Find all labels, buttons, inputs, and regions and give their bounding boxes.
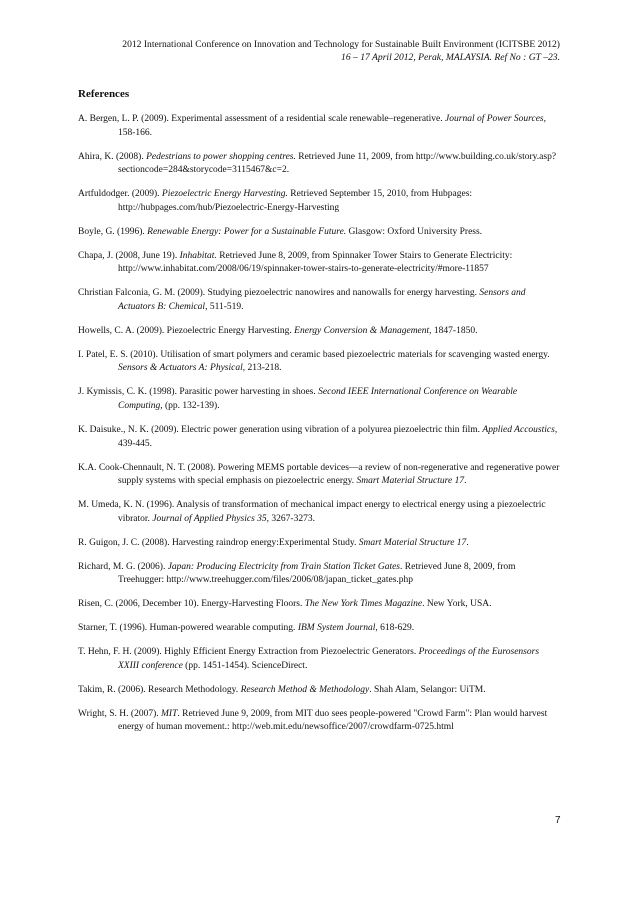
references-list xyxy=(78,113,560,745)
reference-item: K. Daisuke., N. K. (2009). Electric power generation using vibration of a polyurea piezoelectric thin film. Applied Accoustics, 439-445. xyxy=(78,425,558,449)
reference-item: I. Patel, E. S. (2010). Utilisation of smart polymers and ceramic based piezoelectric materials for scavenging wasted energy. Sensors & Actuators A: Physical, 213-218. xyxy=(78,349,550,374)
reference-item: J. Kymissis, C. K. (1998). Parasitic power harvesting in shoes. Second IEEE International Conference on Wearable Computing, (pp. 132-139). xyxy=(78,387,518,412)
page-header xyxy=(40,38,560,64)
references-heading: References xyxy=(78,88,130,100)
reference-item: Boyle, G. (1996). Renewable Energy: Power for a Sustainable Future. Glasgow: Oxford University Press. xyxy=(78,226,483,237)
reference-item: Takim, R. (2006). Research Methodology. Research Method & Methodology. Shah Alam, Selangor: UiTM. xyxy=(78,684,486,695)
reference-item: Starner, T. (1996). Human-powered wearable computing. IBM System Journal, 618-629. xyxy=(78,623,415,634)
conference-title: 2012 International Conference on Innovation and Technology for Sustainable Built Environment (ICITSBE 2012) xyxy=(122,39,560,50)
reference-item: Artfuldodger. (2009). Piezoelectric Energy Harvesting. Retrieved September 15, 2010, from Hubpages: http://hubpages.com/hub/Piezoelectric-Energy-Harvesting xyxy=(78,189,473,213)
reference-item: Richard, M. G. (2006). Japan: Producing Electricity from Train Station Ticket Gates. Retrieved June 8, 2009, from Treehugger: http://www.treehugger.com/files/2006/08/japan_ticket_gates.php xyxy=(78,561,516,586)
reference-item: K.A. Cook-Chennault, N. T. (2008). Powering MEMS portable devices—a review of non-regenerative and regenerative power supply systems with special emphasis on piezoelectric energy. Smart Material Structure 17. xyxy=(78,462,560,487)
conference-date-ref: 16 – 17 April 2012, Perak, MALAYSIA. Ref No : GT –23. xyxy=(341,52,560,63)
page-number: 7 xyxy=(555,815,561,826)
reference-item: A. Bergen, L. P. (2009). Experimental assessment of a residential scale renewable–regenerative. Journal of Power Sources, 158-166. xyxy=(78,114,547,138)
reference-item: Chapa, J. (2008, June 19). Inhabitat. Retrieved June 8, 2009, from Spinnaker Tower Stairs to Generate Electricity: http://www.inhabitat.com/2008/06/19/spinnaker-tower-stairs-to-generate-electricity/#more-11857 xyxy=(78,250,513,275)
reference-item: Ahira, K. (2008). Pedestrians to power shopping centres. Retrieved June 11, 2009, from http://www.building.co.uk/story.asp?sectioncode=284&storycode=3115467&c=2. xyxy=(78,151,557,176)
reference-item: Christian Falconia, G. M. (2009). Studying piezoelectric nanowires and nanowalls for energy harvesting. Sensors and Actuators B: Chemical, 511-519. xyxy=(78,288,526,312)
reference-item: M. Umeda, K. N. (1996). Analysis of transformation of mechanical impact energy to electrical energy using a piezoelectric vibrator. Journal of Applied Physics 35, 3267-3273. xyxy=(78,500,546,524)
reference-item: R. Guigon, J. C. (2008). Harvesting raindrop energy:Experimental Study. Smart Material Structure 17. xyxy=(78,537,469,548)
reference-item: Wright, S. H. (2007). MIT. Retrieved June 9, 2009, from MIT duo sees people-powered "Crowd Farm": Plan would harvest energy of human movement.: http://web.mit.edu/newsoffice/2007/crowdfarm-0725.html xyxy=(78,708,548,733)
reference-item: T. Hehn, F. H. (2009). Highly Efficient Energy Extraction from Piezoelectric Generators. Proceedings of the Eurosensors XXIII conference (pp. 1451-1454). ScienceDirect. xyxy=(78,647,540,671)
reference-item: Risen, C. (2006, December 10). Energy-Harvesting Floors. The New York Times Magazine. New York, USA. xyxy=(78,599,492,610)
reference-item: Howells, C. A. (2009). Piezoelectric Energy Harvesting. Energy Conversion & Management, 1847-1850. xyxy=(78,325,478,336)
